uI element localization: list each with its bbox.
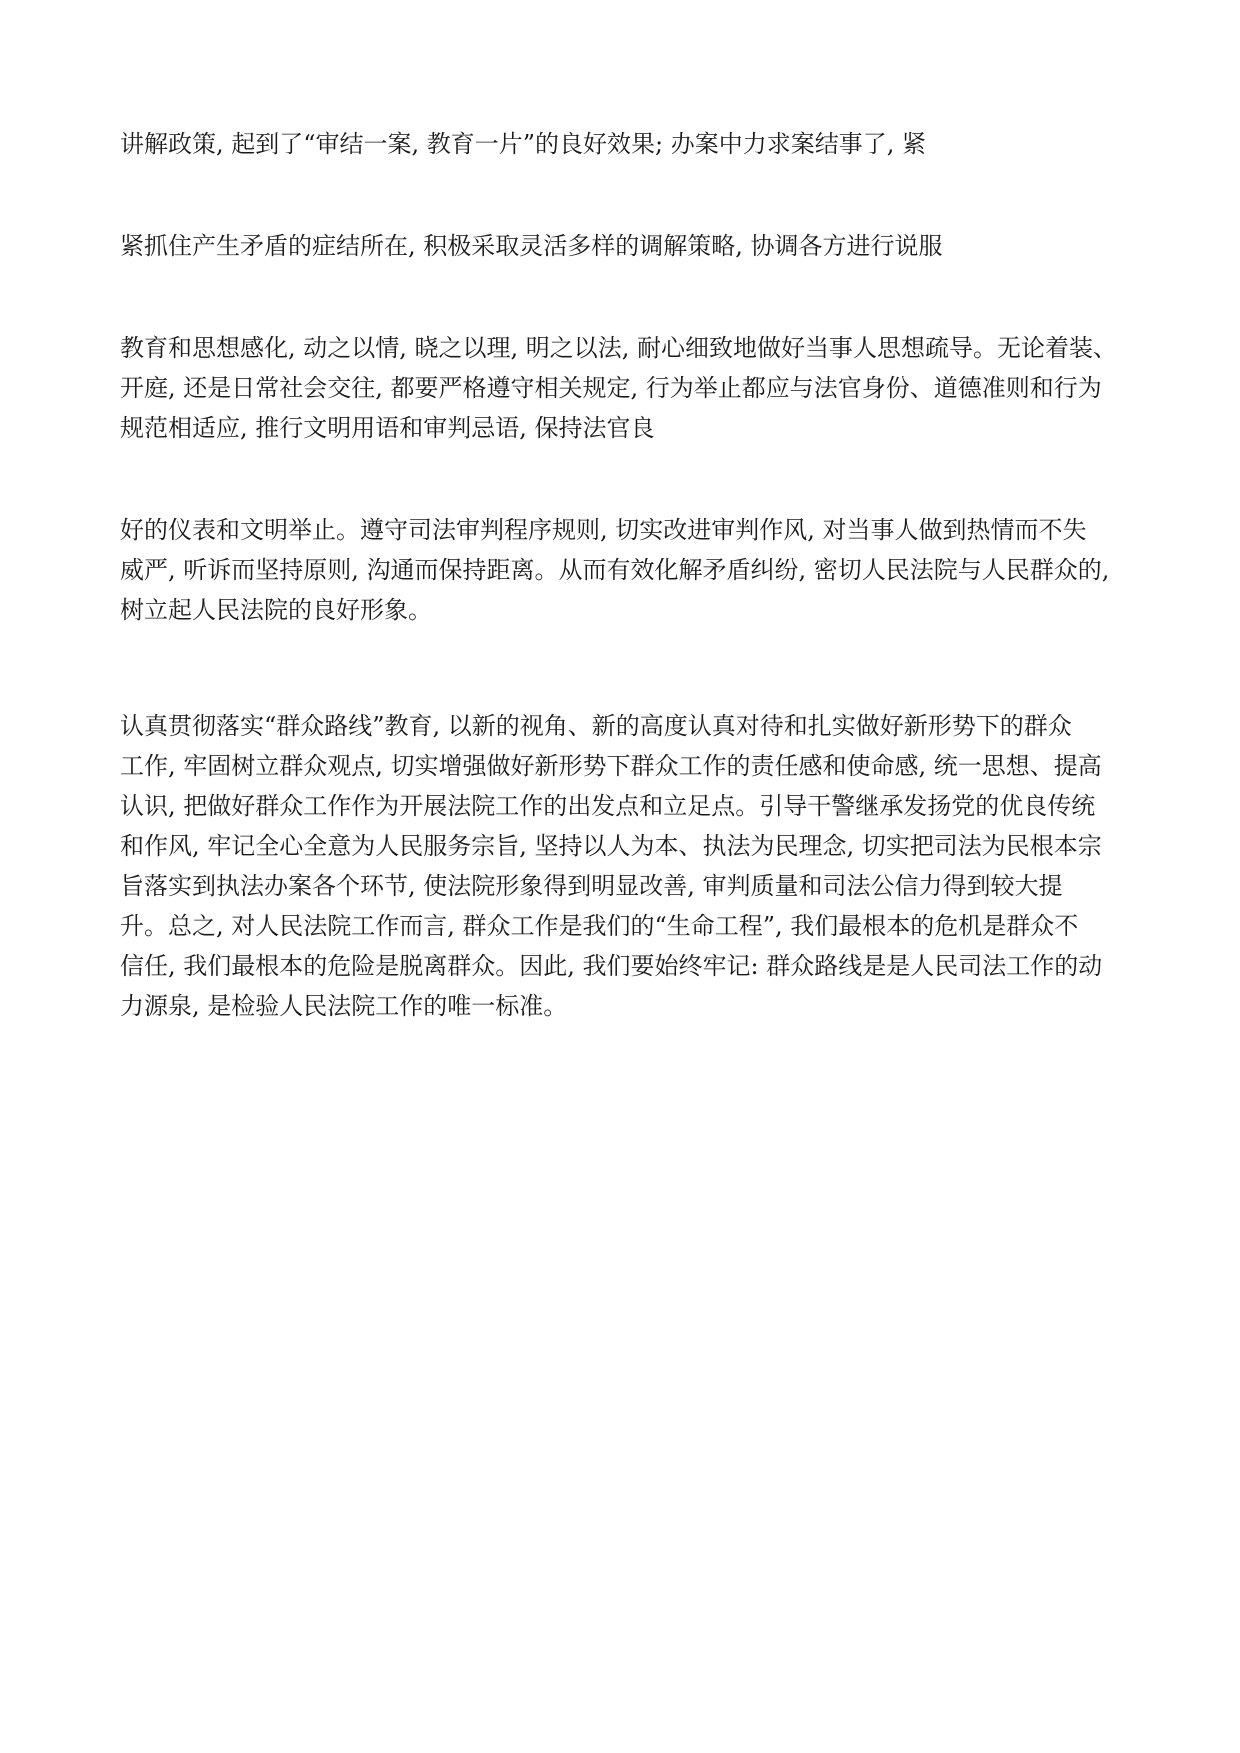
paragraph-2 — [120, 226, 1130, 266]
text-line: 树立起人民法院的良好形象。 — [120, 596, 432, 624]
paragraph-1 — [120, 124, 1130, 164]
text-line: 认真贯彻落实“群众路线”教育, 以新的视角、新的高度认真对待和扎实做好新形势下的群众 — [120, 712, 1072, 740]
text-line: 讲解政策, 起到了“审结一案, 教育一片”的良好效果; 办案中力求案结事了, 紧 — [120, 130, 927, 158]
text-line: 认识, 把做好群众工作作为开展法院工作的出发点和立足点。引导干警继承发扬党的优良传统 — [120, 792, 1096, 820]
text-line: 升。总之, 对人民法院工作而言, 群众工作是我们的“生命工程”, 我们最根本的危机是群众不 — [120, 912, 1079, 940]
text-line: 好的仪表和文明举止。遵守司法审判程序规则, 切实改进审判作风, 对当事人做到热情而不失 — [120, 516, 1087, 544]
paragraph-4 — [120, 510, 1130, 630]
text-line: 工作, 牢固树立群众观点, 切实增强做好新形势下群众工作的责任感和使命感, 统一思想、提高 — [120, 752, 1102, 780]
text-line: 规范相适应, 推行文明用语和审判忌语, 保持法官良 — [120, 414, 655, 442]
text-line: 旨落实到执法办案各个环节, 使法院形象得到明显改善, 审判质量和司法公信力得到较大提 — [120, 872, 1063, 900]
text-line: 紧抓住产生矛盾的症结所在, 积极采取灵活多样的调解策略, 协调各方进行说服 — [120, 232, 943, 260]
paragraph-5 — [120, 706, 1130, 1026]
text-line: 信任, 我们最根本的危险是脱离群众。因此, 我们要始终牢记: 群众路线是是人民司法工作的动 — [120, 952, 1103, 980]
paragraph-3 — [120, 328, 1130, 448]
text-line: 开庭, 还是日常社会交往, 都要严格遵守相关规定, 行为举止都应与法官身份、道德准则和行为 — [120, 374, 1102, 402]
text-line: 和作风, 牢记全心全意为人民服务宗旨, 坚持以人为本、执法为民理念, 切实把司法为民根本宗 — [120, 832, 1102, 860]
text-line: 威严, 听诉而坚持原则, 沟通而保持距离。从而有效化解矛盾纠纷, 密切人民法院与人民群众的, — [120, 556, 1110, 584]
text-line: 力源泉, 是检验人民法院工作的唯一标准。 — [120, 992, 568, 1020]
text-line: 教育和思想感化, 动之以情, 晓之以理, 明之以法, 耐心细致地做好当事人思想疏导。无论着装、 — [120, 334, 1118, 362]
